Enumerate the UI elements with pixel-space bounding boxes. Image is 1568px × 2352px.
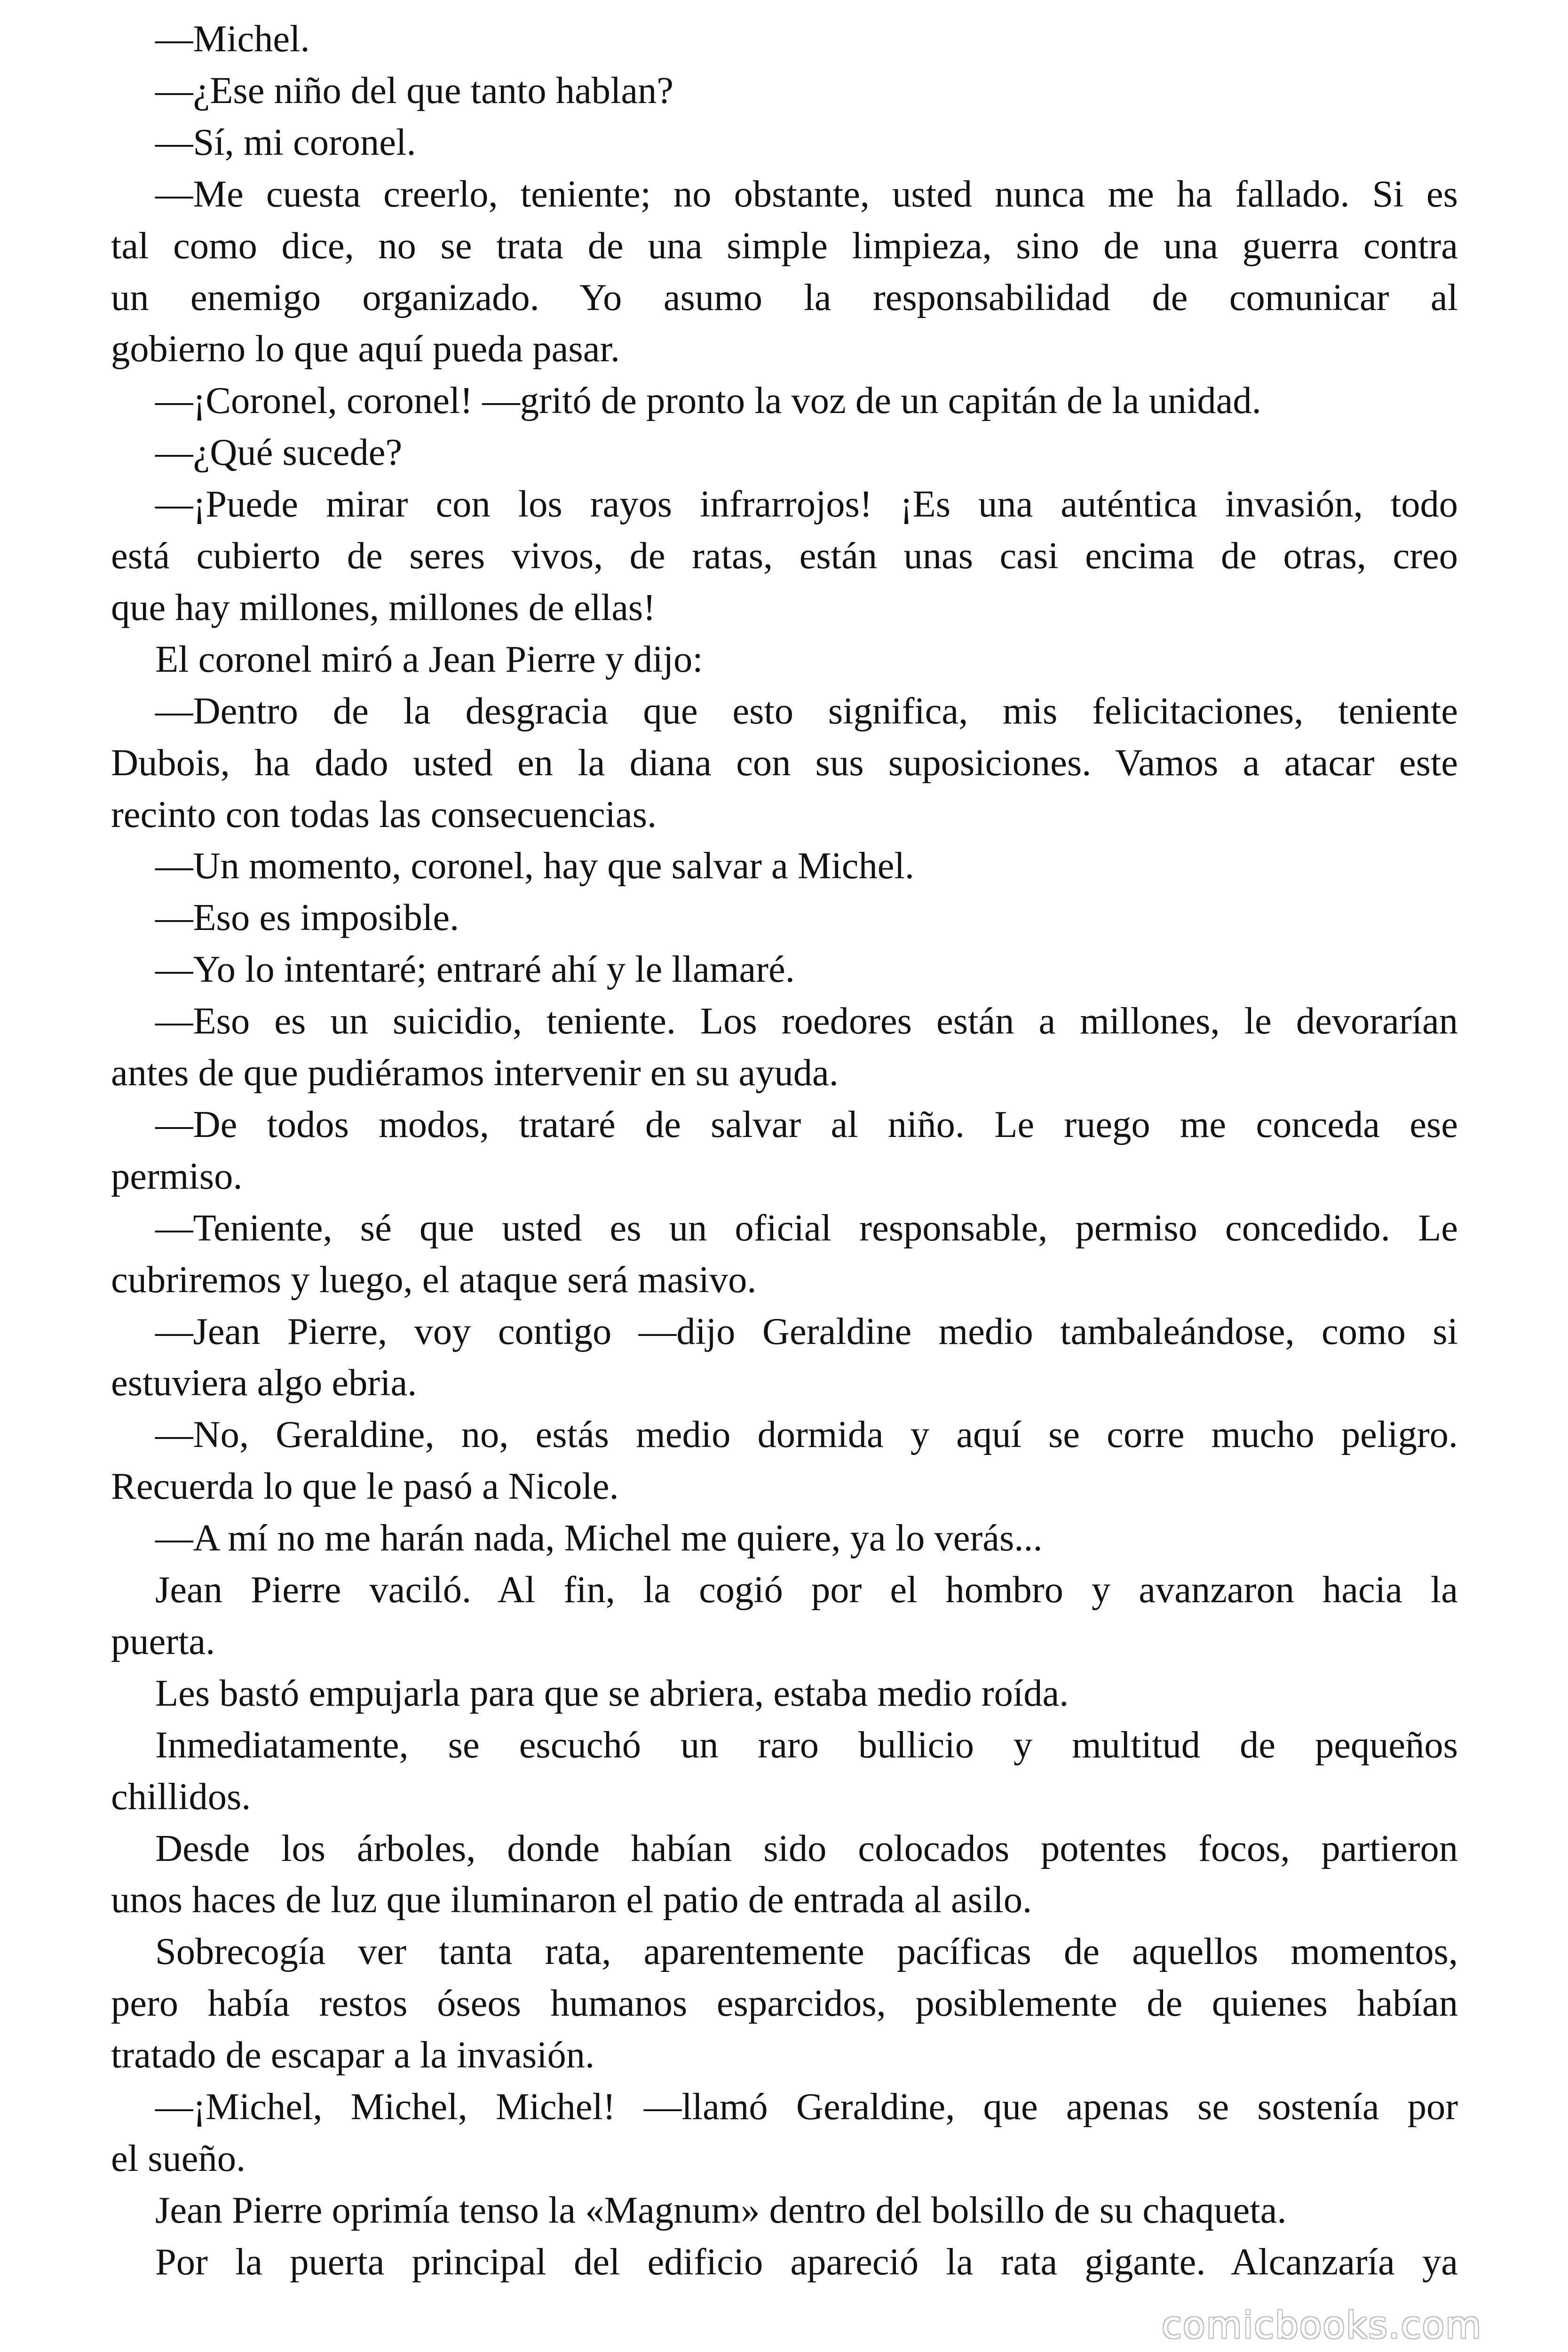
text-line: Dubois, ha dado usted en la diana con sus suposiciones. Vamos a atacar este (111, 741, 1458, 784)
text-line: Desde los árboles, donde habían sido colocados potentes focos, partieron (155, 1827, 1458, 1869)
text-line: Por la puerta principal del edificio apareció la rata gigante. Alcanzaría ya (155, 2241, 1458, 2283)
watermark: comicbooks.com (1162, 2304, 1482, 2347)
text-line: —Jean Pierre, voy contigo —dijo Geraldine medio tambaleándose, como si (155, 1310, 1458, 1352)
text-line: chillidos. (111, 1775, 251, 1818)
text-line: pero había restos óseos humanos esparcidos, posiblemente de quienes habían (111, 1982, 1458, 2025)
text-line: tratado de escapar a la invasión. (111, 2034, 595, 2076)
text-line: está cubierto de seres vivos, de ratas, están unas casi encima de otras, creo (111, 535, 1458, 577)
text-line: —Un momento, coronel, hay que salvar a Michel. (155, 845, 915, 887)
text-line: unos haces de luz que iluminaron el patio de entrada al asilo. (111, 1879, 1032, 1921)
text-line: cubriremos y luego, el ataque será masivo. (111, 1258, 757, 1301)
text-line: permiso. (111, 1155, 243, 1197)
text-line: Recuerda lo que le pasó a Nicole. (111, 1465, 619, 1508)
text-line: —¡Puede mirar con los rayos infrarrojos! ¡Es una auténtica invasión, todo (155, 483, 1458, 525)
text-line: que hay millones, millones de ellas! (111, 586, 656, 628)
text-line: Sobrecogía ver tanta rata, aparentemente pacíficas de aquellos momentos, (155, 1931, 1458, 1973)
text-line: —¿Qué sucede? (155, 431, 403, 474)
text-line: —Michel. (155, 18, 310, 60)
text-line: —Sí, mi coronel. (155, 121, 416, 163)
text-line: recinto con todas las consecuencias. (111, 793, 657, 835)
text-line: tal como dice, no se trata de una simple limpieza, sino de una guerra contra (111, 224, 1458, 267)
text-line: estuviera algo ebria. (111, 1362, 417, 1404)
text-line: Les bastó empujarla para que se abriera, estaba medio roída. (155, 1672, 1069, 1714)
text-line: puerta. (111, 1620, 215, 1662)
text-line: Jean Pierre oprimía tenso la «Magnum» dentro del bolsillo de su chaqueta. (155, 2189, 1287, 2231)
text-line: un enemigo organizado. Yo asumo la responsabilidad de comunicar al (111, 276, 1458, 318)
text-line: —Me cuesta creerlo, teniente; no obstante, usted nunca me ha fallado. Si es (155, 173, 1458, 215)
text-line: —Eso es imposible. (155, 897, 459, 939)
text-line: —Eso es un suicidio, teniente. Los roedores están a millones, le devorarían (155, 1000, 1458, 1042)
text-line: —De todos modos, trataré de salvar al niño. Le ruego me conceda ese (155, 1103, 1458, 1145)
text-line: Inmediatamente, se escuchó un raro bullicio y multitud de pequeños (155, 1724, 1458, 1766)
text-line: —Dentro de la desgracia que esto significa, mis felicitaciones, teniente (155, 690, 1458, 732)
text-line: —¡Coronel, coronel! —gritó de pronto la voz de un capitán de la unidad. (155, 380, 1261, 422)
text-line: —Teniente, sé que usted es un oficial responsable, permiso concedido. Le (155, 1207, 1458, 1249)
text-line: antes de que pudiéramos intervenir en su ayuda. (111, 1052, 839, 1094)
text-line: Jean Pierre vaciló. Al fin, la cogió por el hombro y avanzaron hacia la (155, 1569, 1458, 1611)
text-line: El coronel miró a Jean Pierre y dijo: (155, 638, 703, 680)
text-line: —No, Geraldine, no, estás medio dormida y aquí se corre mucho peligro. (155, 1414, 1458, 1456)
text-line: el sueño. (111, 2137, 246, 2179)
text-line: —A mí no me harán nada, Michel me quiere, ya lo verás... (155, 1517, 1043, 1559)
text-line: —¿Ese niño del que tanto hablan? (155, 69, 674, 111)
text-line: —¡Michel, Michel, Michel! —llamó Geraldine, que apenas se sostenía por (155, 2086, 1458, 2128)
text-line: gobierno lo que aquí pueda pasar. (111, 328, 620, 370)
text-line: —Yo lo intentaré; entraré ahí y le llamaré. (155, 948, 795, 991)
